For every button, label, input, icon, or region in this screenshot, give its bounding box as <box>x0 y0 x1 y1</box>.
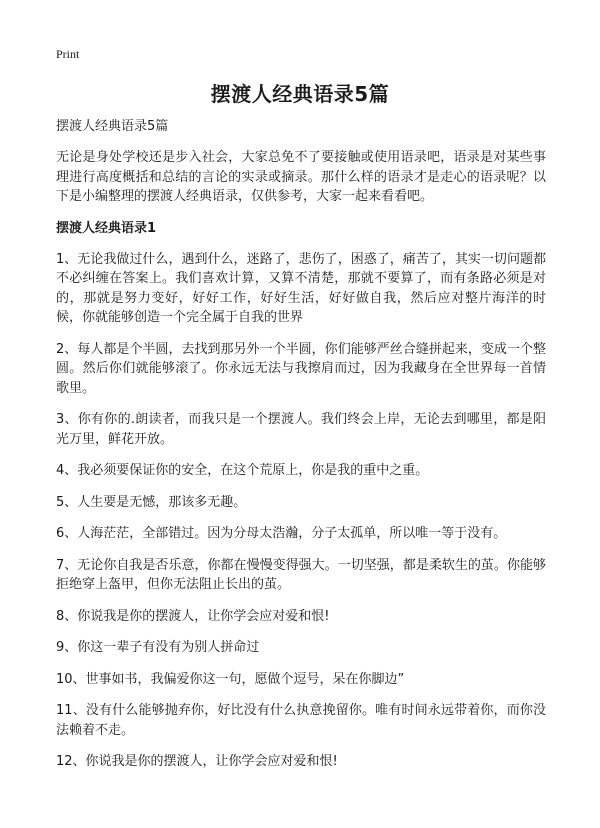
quote-entry-12: 12、你说我是你的摆渡人，让你学会应对爱和恨! <box>56 754 338 769</box>
quote-entry-11: 11、没有什么能够抛弃你，好比没有什么执意挽留你。唯有时间永远带着你，而你没法赖着不走。 <box>56 703 546 738</box>
quote-entry-5: 5、人生要是无憾，那该多无趣。 <box>56 494 247 510</box>
page-title: 摆渡人经典语录5篇 <box>210 82 390 106</box>
document-subtitle: 摆渡人经典语录5篇 <box>56 119 169 134</box>
section-heading: 摆渡人经典语录1 <box>56 220 157 236</box>
quote-entry-10: 10、世事如书，我偏爱你这一句，愿做个逗号，呆在你脚边” <box>56 671 405 687</box>
intro-paragraph: 无论是身处学校还是步入社会，大家总免不了要接触或使用语录吧，语录是对某些事理进行高度概括和总结的言论的实录或摘录。那什么样的语录才是走心的语录呢？以下是小编整理的摆渡人经典语录，仅供参考，大家一起来看看吧。 <box>56 150 546 204</box>
quote-entry-6: 6、人海茫茫，全部错过。因为分母太浩瀚，分子太孤单，所以唯一等于没有。 <box>56 526 507 541</box>
quote-entry-9: 9、你这一辈子有没有为别人拼命过 <box>56 640 260 655</box>
quote-entry-8: 8、你说我是你的摆渡人，让你学会应对爱和恨! <box>56 608 330 624</box>
quote-entry-2: 2、每人都是个半圆，去找到那另外一个半圆，你们能够严丝合缝拼起来，变成一个整圆。然后你们就能够滚了。你永远无法与我擦肩而过，因为我藏身在全世界每一首情歌里。 <box>56 341 546 396</box>
document-body <box>56 118 546 784</box>
quote-entry-3: 3、你有你的.朗读者，而我只是一个摆渡人。我们终会上岸，无论去到哪里，都是阳光万里，鲜花开放。 <box>56 412 546 447</box>
quote-entry-1: 1、无论我做过什么，遇到什么，迷路了，悲伤了，困惑了，痛苦了，其实一切问题都不必纠缠在答案上。我们喜欢计算，又算不清楚，那就不要算了，而有条路必须是对的，那就是努力变好，好好工作，好好生活，好好做自我，然后应对整片海洋的时候，你就能够创造一个完全属于自我的世界 <box>56 251 546 325</box>
print-link[interactable]: Print <box>56 47 80 61</box>
quote-entry-4: 4、我必须要保证你的安全，在这个荒原上，你是我的重中之重。 <box>56 463 429 478</box>
quote-entry-7: 7、无论你自我是否乐意，你都在慢慢变得强大。一切坚强，都是柔软生的茧。你能够拒绝穿上盔甲，但你无法阻止长出的茧。 <box>56 557 546 592</box>
